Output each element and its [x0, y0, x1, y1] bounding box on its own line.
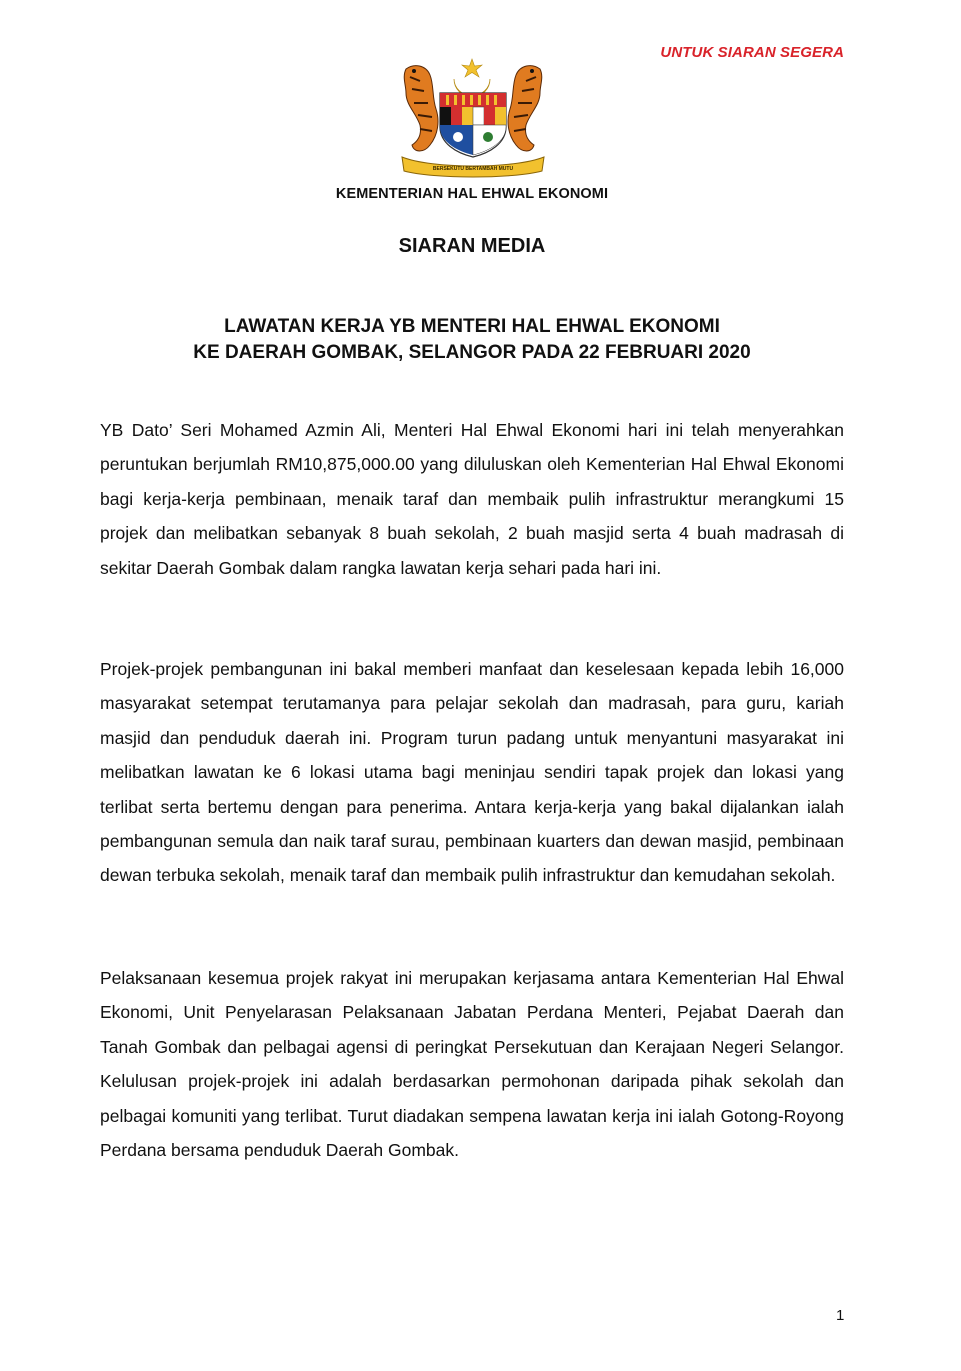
ministry-name: KEMENTERIAN HAL EHWAL EKONOMI — [335, 186, 609, 202]
motto-ribbon — [402, 157, 544, 177]
crescent-star-icon — [454, 59, 490, 97]
body-paragraph-2: Projek-projek pembangunan ini bakal memberi manfaat dan keselesaan kepada lebih 16,000 masyarakat setempat terutamanya para pelajar sekolah dan madrasah, para guru, kariah masjid dan penduduk daerah ini. Program turun padang untuk menyantuni masyarakat ini melibatkan lawatan ke 6 lokasi utama bagi meninjau sendiri tapak projek dan lokasi yang terlibat serta bertemu dengan para penerima. Antara kerja-kerja yang bakal dijalankan ialah pembangunan semula dan naik taraf surau, pembinaan kuarters dan dewan masjid, pembinaan dewan terbuka sekolah, menaik taraf dan membaik pulih infrastruktur dan kemudahan sekolah. — [100, 659, 844, 886]
right-tiger-icon — [508, 66, 542, 151]
document-type-title: SIARAN MEDIA — [398, 235, 546, 257]
headline-line-1: LAWATAN KERJA YB MENTERI HAL EHWAL EKONOMI — [224, 316, 720, 337]
body-paragraph-3: Pelaksanaan kesemua projek rakyat ini merupakan kerjasama antara Kementerian Hal Ehwal Ekonomi, Unit Penyelarasan Pelaksanaan Jabatan Perdana Menteri, Pejabat Daerah dan Tanah Gombak dan pelbagai agensi di peringkat Persekutuan dan Kerajaan Negeri Selangor. Kelulusan projek-projek ini adalah berdasarkan permohonan daripada pihak sekolah dan pelbagai komuniti yang terlibat. Turut diadakan sempena lawatan kerja ini ialah Gotong-Royong Perdana bersama penduduk Daerah Gombak. — [100, 968, 844, 1161]
page-number: 1 — [836, 1307, 845, 1324]
motto-text: BERSEKUTU BERTAMBAH MUTU — [432, 166, 514, 172]
left-tiger-icon — [404, 66, 438, 151]
headline — [0, 314, 944, 366]
shield-icon — [440, 93, 506, 157]
headline-line-2: KE DAERAH GOMBAK, SELANGOR PADA 22 FEBRUARI 2020 — [193, 342, 751, 363]
urgent-release-label: UNTUK SIARAN SEGERA — [660, 44, 844, 61]
body-paragraph-1: YB Dato’ Seri Mohamed Azmin Ali, Menteri Hal Ehwal Ekonomi hari ini telah menyerahkan peruntukan berjumlah RM10,875,000.00 yang diluluskan oleh Kementerian Hal Ehwal Ekonomi bagi kerja-kerja pembinaan, menaik taraf dan membaik pulih infrastruktur merangkumi 15 projek dan melibatkan sebanyak 8 buah sekolah, 2 buah masjid serta 4 buah madrasah di sekitar Daerah Gombak dalam rangka lawatan kerja sehari pada hari ini. — [100, 420, 844, 578]
malaysia-coat-of-arms-logo — [392, 57, 554, 179]
